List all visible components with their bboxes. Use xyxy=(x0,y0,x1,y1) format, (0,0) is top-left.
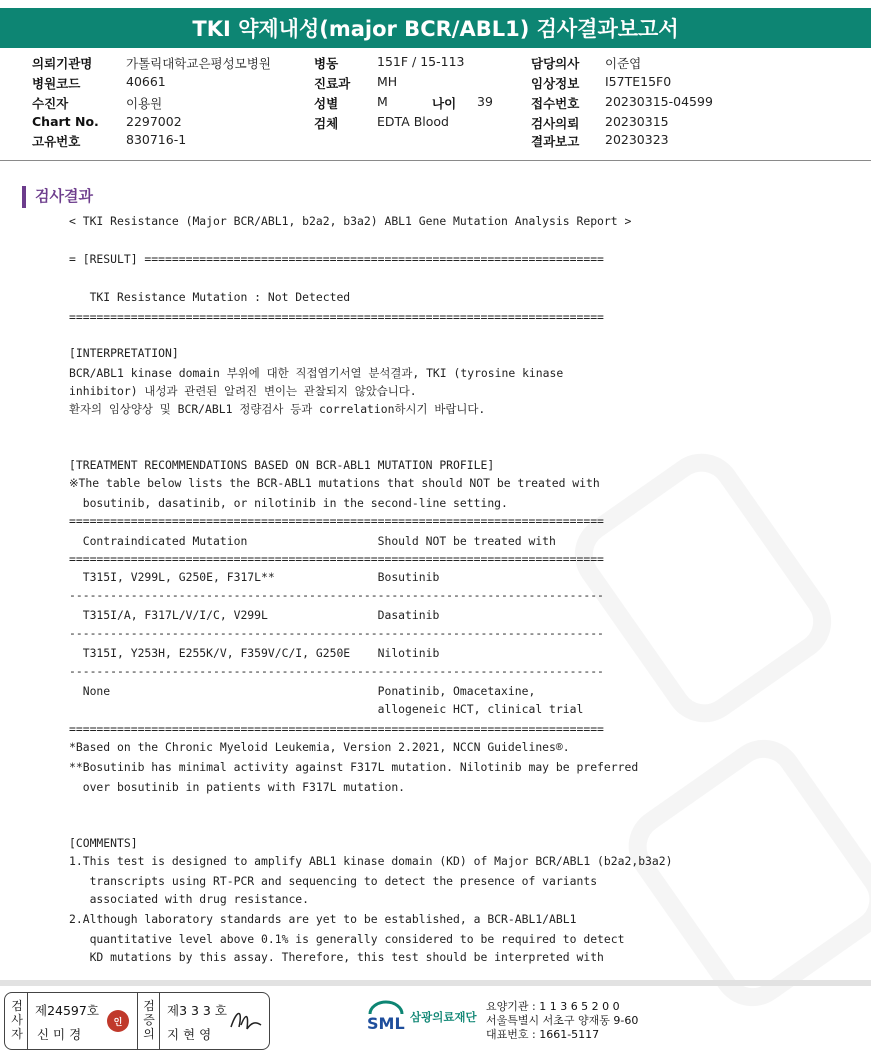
footer-divider xyxy=(0,980,871,986)
header-label: 임상정보 xyxy=(531,76,580,91)
report-line: Contraindicated Mutation Should NOT be treated with xyxy=(69,534,556,548)
header-label: 진료과 xyxy=(314,76,351,91)
report-line: **Bosutinib has minimal activity against F317L mutation. Nilotinib may be preferred xyxy=(69,760,639,774)
header-label: 검사의뢰 xyxy=(531,116,580,131)
report-line: T315I, V299L, G250E, F317L** Bosutinib xyxy=(69,570,440,584)
report-line: ※The table below lists the BCR-ABL1 mutations that should NOT be treated with xyxy=(69,476,600,490)
seal-stamp-icon: 인 xyxy=(107,1010,129,1032)
section-title: 검사결과 xyxy=(22,186,93,208)
report-line: None Ponatinib, Omacetaxine, xyxy=(69,684,536,698)
report-title: TKI 약제내성(major BCR/ABL1) 검사결과보고서 xyxy=(0,8,871,48)
header-label: 병동 xyxy=(314,56,339,71)
report-line: = [RESULT] =================================================================== xyxy=(69,252,604,266)
header-label: 병원코드 xyxy=(32,76,81,91)
header-label: 성별 xyxy=(314,96,339,111)
patient-header xyxy=(0,54,871,154)
tester-name: 신 미 경 xyxy=(37,1027,82,1042)
logo-text: SML xyxy=(367,1014,405,1033)
report-line: transcripts using RT-PCR and sequencing to detect the presence of variants xyxy=(69,874,598,888)
header-value: 40661 xyxy=(126,74,166,89)
report-line: [TREATMENT RECOMMENDATIONS BASED ON BCR-ABL1 MUTATION PROFILE] xyxy=(69,458,495,472)
age-value: 39 xyxy=(477,94,493,109)
header-value: 20230323 xyxy=(605,132,669,147)
header-value: 가톨릭대학교은평성모병원 xyxy=(126,56,271,71)
header-value: M xyxy=(377,94,388,109)
header-label: 검체 xyxy=(314,116,339,131)
header-value: 2297002 xyxy=(126,114,182,129)
org-phone: 대표번호 : 1661-5117 xyxy=(486,1028,600,1041)
report-line: ============================================================================== xyxy=(69,514,604,528)
org-info xyxy=(486,1000,638,1042)
tester-id: 제24597호 xyxy=(35,1003,99,1018)
report-line: ------------------------------------------------------------------------------ xyxy=(69,626,604,640)
header-label: 결과보고 xyxy=(531,134,580,149)
header-label: 고유번호 xyxy=(32,134,81,149)
header-value: EDTA Blood xyxy=(377,114,449,129)
report-line: ============================================================================== xyxy=(69,310,604,324)
header-label: Chart No. xyxy=(32,114,99,129)
verifier-id: 제3 3 3 호 xyxy=(167,1003,227,1018)
report-line: TKI Resistance Mutation : Not Detected xyxy=(69,290,351,304)
report-line: *Based on the Chronic Myeloid Leukemia, Version 2.2021, NCCN Guidelines®. xyxy=(69,740,570,754)
report-line: bosutinib, dasatinib, or nilotinib in the second-line setting. xyxy=(69,496,508,510)
header-label: 담당의사 xyxy=(531,56,580,71)
org-name: 삼광의료재단 xyxy=(410,1010,477,1024)
verifier-label: 검증의 xyxy=(143,999,155,1041)
header-value: 이준엽 xyxy=(605,56,642,71)
report-line: inhibitor) 내성과 관련된 알려진 변이는 관찰되지 않았습니다. xyxy=(69,384,417,398)
report-line: allogeneic HCT, clinical trial xyxy=(69,702,584,716)
report-line: quantitative level above 0.1% is generally considered to be required to detect xyxy=(69,932,625,946)
report-line: over bosutinib in patients with F317L mutation. xyxy=(69,780,406,794)
age-label: 나이 xyxy=(432,96,457,111)
header-label: 수진자 xyxy=(32,96,69,111)
report-line: < TKI Resistance (Major BCR/ABL1, b2a2, b3a2) ABL1 Gene Mutation Analysis Report > xyxy=(69,214,632,228)
report-line: ------------------------------------------------------------------------------ xyxy=(69,664,604,678)
divider xyxy=(137,993,138,1049)
report-line: 2.Although laboratory standards are yet to be established, a BCR-ABL1/ABL1 xyxy=(69,912,577,926)
header-value: 20230315-04599 xyxy=(605,94,713,109)
report-line: KD mutations by this assay. Therefore, this test should be interpreted with xyxy=(69,950,604,964)
header-value: I57TE15F0 xyxy=(605,74,672,89)
org-address: 서울특별시 서초구 양재동 9-60 xyxy=(486,1014,639,1027)
report-line: ============================================================================== xyxy=(69,552,604,566)
org-code: 요양기관 : 1 1 3 6 5 2 0 0 xyxy=(486,1000,620,1013)
header-label: 의뢰기관명 xyxy=(32,56,93,71)
signature-icon xyxy=(227,1005,263,1035)
verifier-name: 지 현 영 xyxy=(167,1027,212,1042)
header-value: 20230315 xyxy=(605,114,669,129)
report-line: associated with drug resistance. xyxy=(69,892,310,906)
report-line: T315I/A, F317L/V/I/C, V299L Dasatinib xyxy=(69,608,440,622)
divider xyxy=(159,993,160,1049)
header-value: 830716-1 xyxy=(126,132,187,147)
report-line: 1.This test is designed to amplify ABL1 kinase domain (KD) of Major BCR/ABL1 (b2a2,b3a2) xyxy=(69,854,673,868)
watermark-shape xyxy=(613,724,871,1022)
sml-logo-icon xyxy=(364,1000,408,1034)
header-divider xyxy=(0,160,871,161)
report-line: T315I, Y253H, E255K/V, F359V/C/I, G250E Nilotinib xyxy=(69,646,440,660)
header-value: 이용원 xyxy=(126,96,163,111)
divider xyxy=(27,993,28,1049)
header-label: 접수번호 xyxy=(531,96,580,111)
header-value: MH xyxy=(377,74,398,89)
tester-label: 검사자 xyxy=(11,999,23,1041)
report-line: BCR/ABL1 kinase domain 부위에 대한 직접염기서열 분석결과, TKI (tyrosine kinase xyxy=(69,366,564,380)
report-line: ============================================================================== xyxy=(69,722,604,736)
header-value: 151F / 15-113 xyxy=(377,54,465,69)
signature-box xyxy=(4,992,270,1050)
report-line: [COMMENTS] xyxy=(69,836,138,850)
org-logo xyxy=(364,1000,477,1034)
report-line: [INTERPRETATION] xyxy=(69,346,179,360)
report-line: 환자의 임상양상 및 BCR/ABL1 정량검사 등과 correlation하시기 바랍니다. xyxy=(69,402,486,416)
report-line: ------------------------------------------------------------------------------ xyxy=(69,588,604,602)
